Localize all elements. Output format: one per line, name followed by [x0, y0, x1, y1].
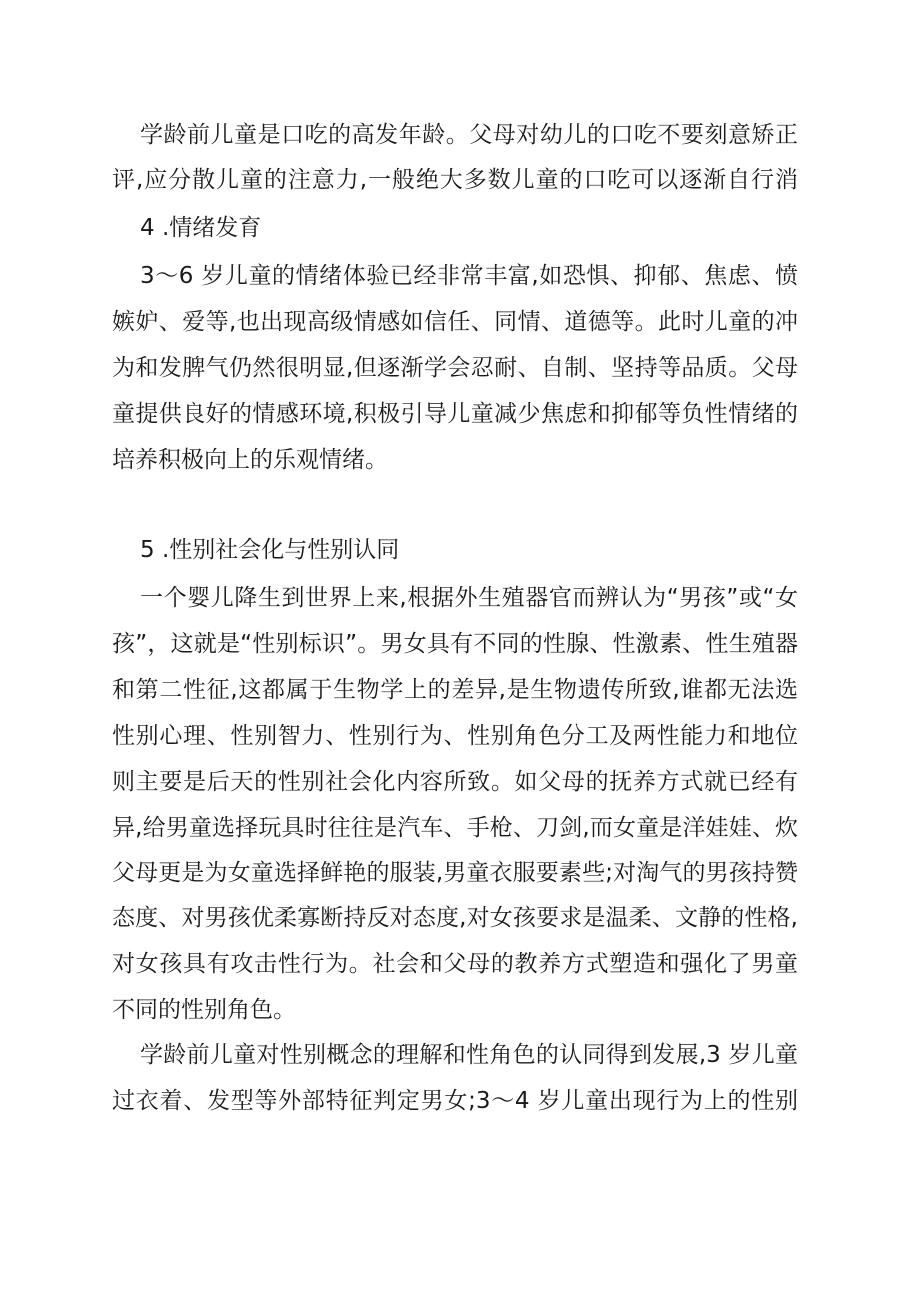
section-heading: 4 .情绪发育: [140, 215, 262, 241]
section-heading: 5 .性别社会化与性别认同: [140, 537, 400, 563]
text-line: 3～6 岁儿童的情绪体验已经非常丰富,如恐惧、抑郁、焦虑、愤: [140, 263, 798, 289]
text-line: 嫉妒、爱等,也出现高级情感如信任、同情、道德等。此时儿童的冲: [112, 309, 798, 335]
text-line: 一个婴儿降生到世界上来,根据外生殖器官而辨认为“男孩”或“女: [140, 585, 798, 611]
text-line: 童提供良好的情感环境,积极引导儿童减少焦虑和抑郁等负性情绪的: [112, 401, 798, 427]
text-line: 不同的性别角色。: [112, 997, 296, 1023]
text-line: 学龄前儿童对性别概念的理解和性角色的认同得到发展,3 岁儿童: [140, 1042, 798, 1068]
text-line: 过衣着、发型等外部特征判定男女;3～4 岁儿童出现行为上的性别: [112, 1088, 798, 1114]
text-line: 性别心理、性别智力、性别行为、性别角色分工及两性能力和地位: [112, 723, 798, 749]
text-line: 态度、对男孩优柔寡断持反对态度,对女孩要求是温柔、文静的性格,: [112, 905, 798, 931]
text-line: 评,应分散儿童的注意力,一般绝大多数儿童的口吃可以逐渐自行消: [112, 167, 798, 193]
text-line: 学龄前儿童是口吃的高发年龄。父母对幼儿的口吃不要刻意矫正: [140, 122, 798, 148]
text-line: 异,给男童选择玩具时往往是汽车、手枪、刀剑,而女童是洋娃娃、炊: [112, 815, 798, 841]
text-line: 培养积极向上的乐观情绪。: [112, 447, 388, 473]
text-line: 为和发脾气仍然很明显,但逐渐学会忍耐、自制、坚持等品质。父母: [112, 355, 798, 381]
text-line: 孩”，这就是“性别标识”。男女具有不同的性腺、性激素、性生殖器: [112, 631, 798, 657]
text-line: 父母更是为女童选择鲜艳的服装,男童衣服要素些;对淘气的男孩持赞: [112, 860, 798, 886]
text-line: 则主要是后天的性别社会化内容所致。如父母的抚养方式就已经有: [112, 769, 798, 795]
text-line: 和第二性征,这都属于生物学上的差异,是生物遗传所致,谁都无法选: [112, 677, 798, 703]
text-line: 对女孩具有攻击性行为。社会和父母的教养方式塑造和强化了男童: [112, 951, 798, 977]
